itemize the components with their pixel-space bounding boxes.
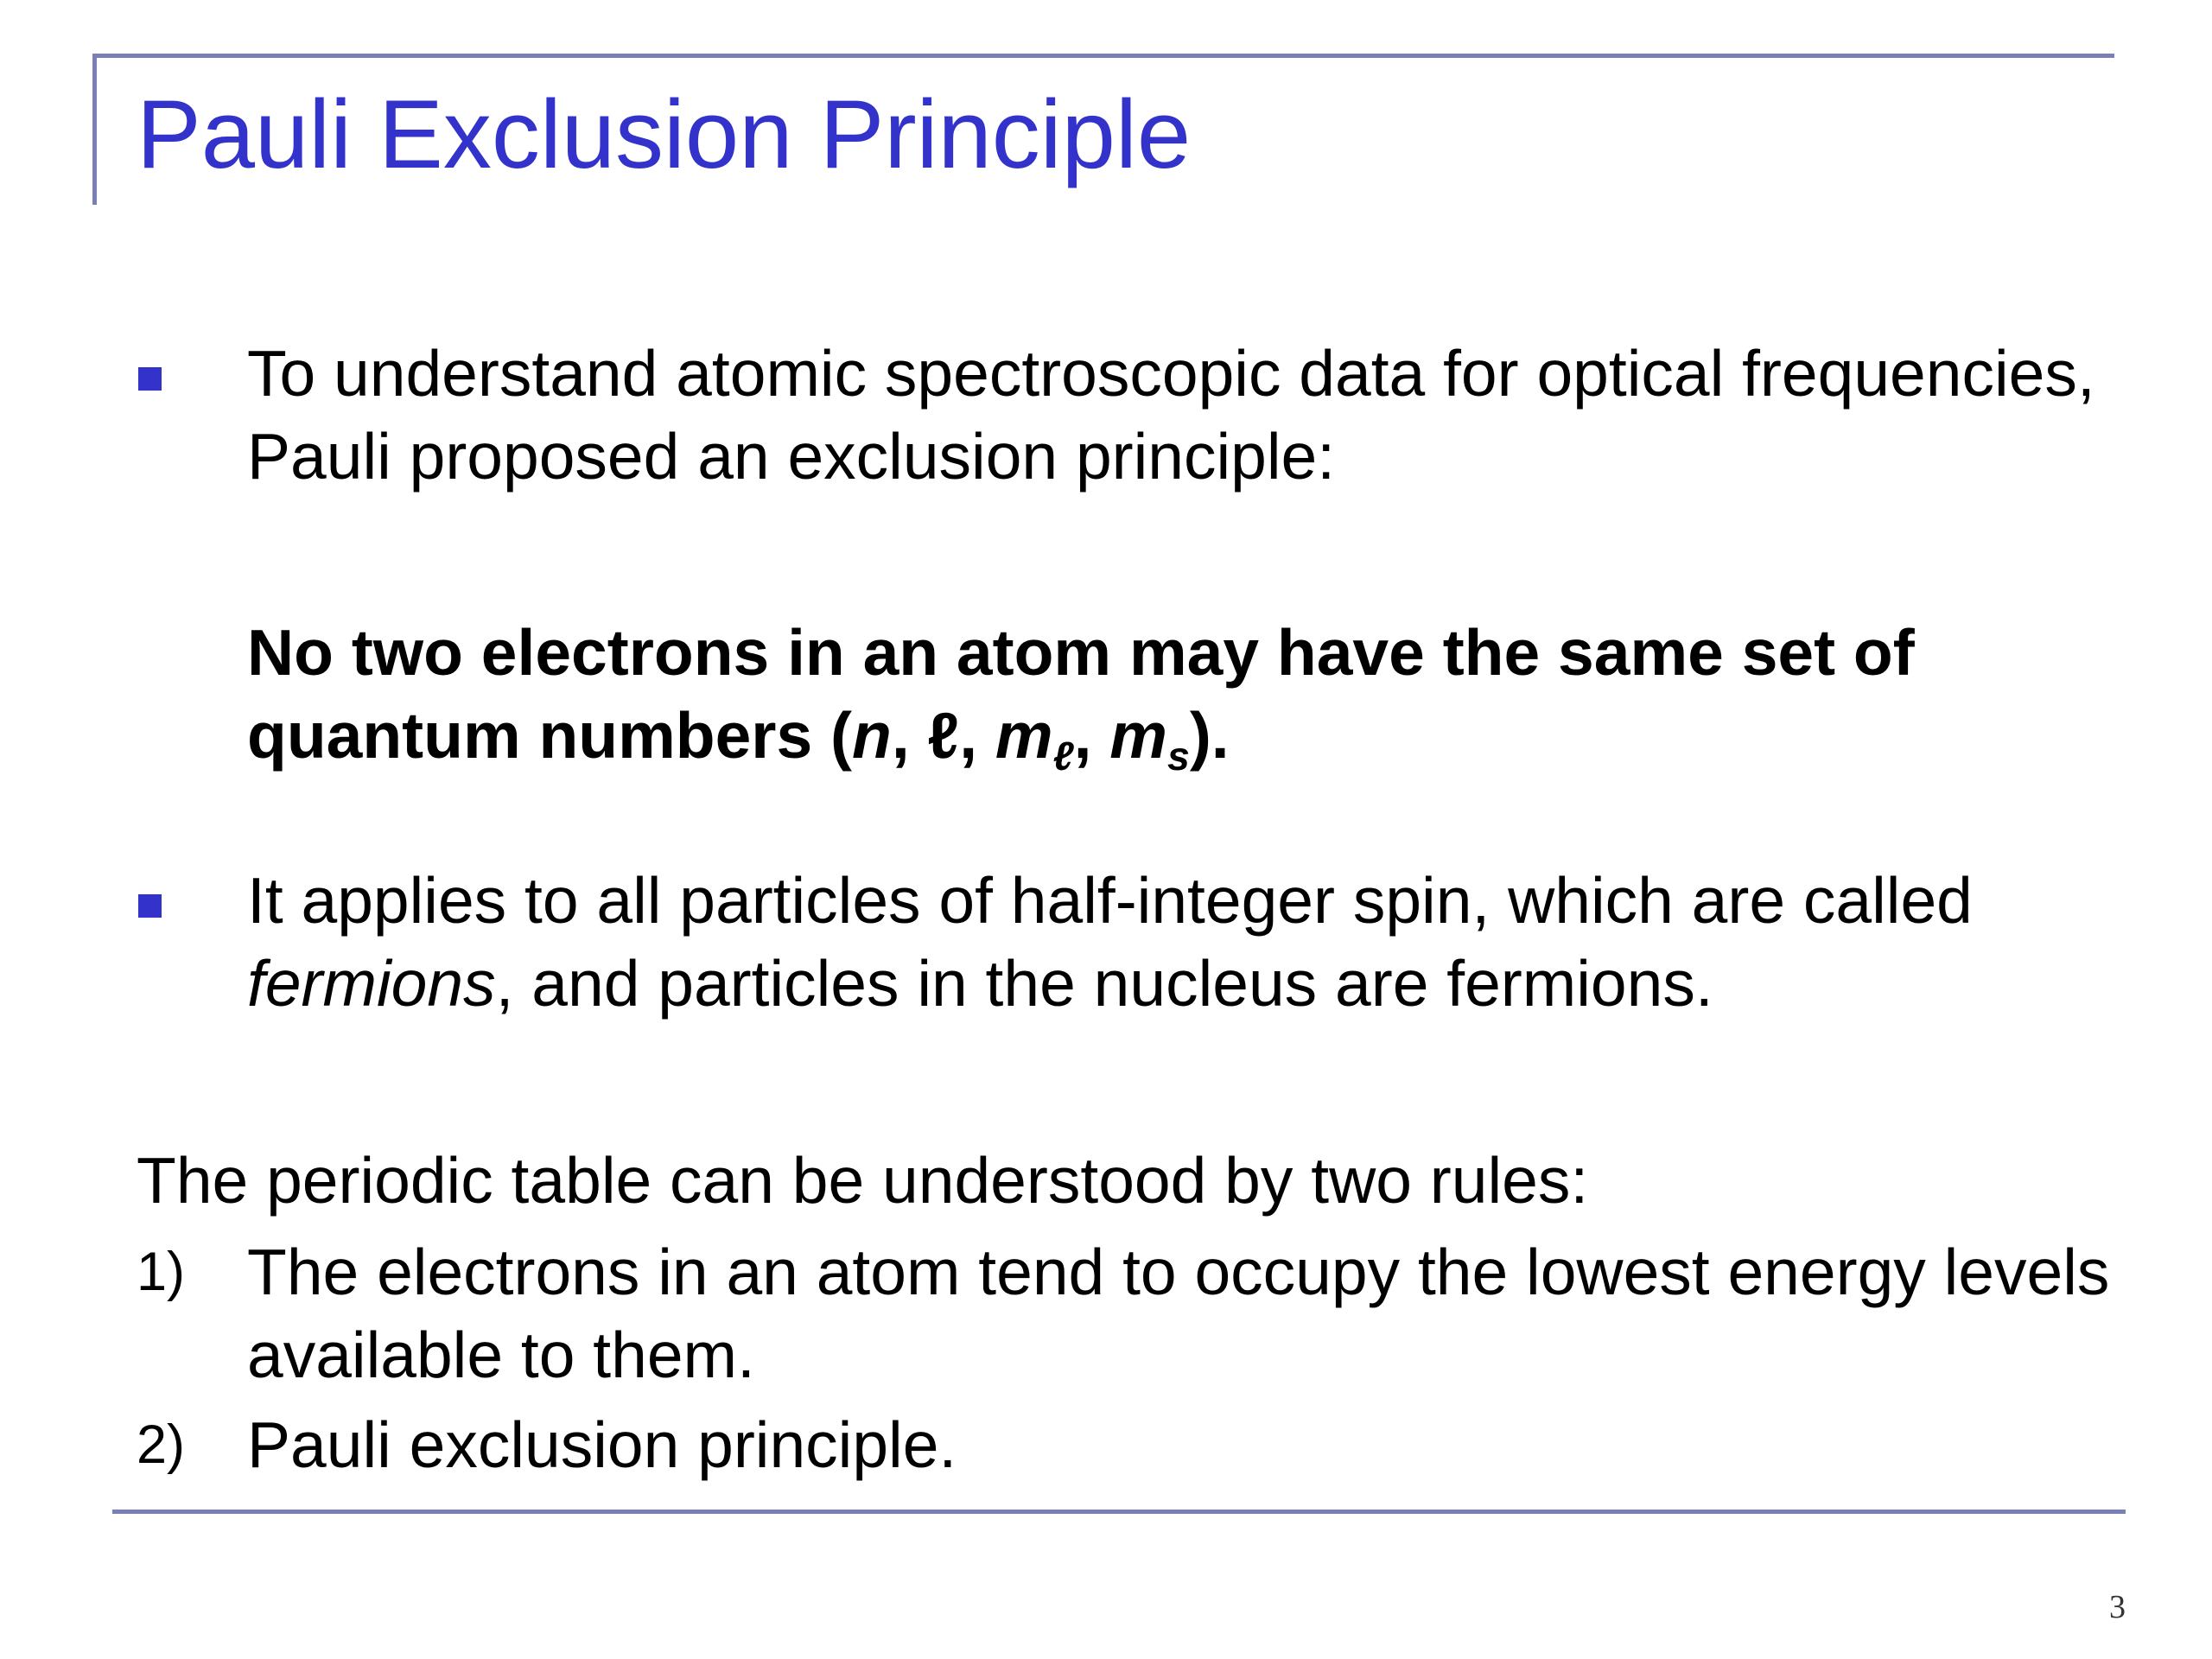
fermions-term: fermions	[247, 947, 496, 1020]
exclusion-principle-statement	[247, 611, 2122, 777]
page-number: 3	[2109, 1589, 2126, 1625]
ms-subscript: s	[1166, 733, 1190, 779]
ml-base: m	[995, 699, 1053, 772]
frame-left-rule	[92, 54, 97, 205]
principle-closing: ).	[1189, 699, 1230, 772]
rule-number: 2)	[137, 1414, 186, 1475]
bullet-2-text-start: It applies to all particles of half-integer spin, which are called	[247, 864, 1973, 937]
ms-base: m	[1109, 699, 1167, 772]
quantum-number-l: ℓ	[927, 699, 960, 772]
separator: ,	[891, 699, 928, 772]
separator: ,	[959, 699, 995, 772]
square-bullet-icon	[138, 367, 162, 391]
quantum-number-n: n	[852, 699, 892, 772]
square-bullet-icon	[138, 894, 162, 918]
rules-intro: The periodic table can be understood by two rules:	[137, 1144, 1589, 1217]
quantum-number-ml	[995, 699, 1074, 779]
slide-title: Pauli Exclusion Principle	[137, 80, 1192, 188]
principle-text: No two electrons in an atom may have the same set of quantum numbers (	[247, 616, 1915, 772]
bottom-rule	[112, 1510, 2126, 1514]
frame-top-rule	[92, 54, 2114, 58]
bullet-1-text: To understand atomic spectroscopic data for optical frequencies, Pauli proposed an exclusion principle:	[247, 337, 2095, 493]
rule-2-text: Pauli exclusion principle.	[247, 1408, 957, 1481]
ml-subscript: ℓ	[1052, 733, 1074, 779]
rule-1-text: The electrons in an atom tend to occupy the lowest energy levels available to them.	[247, 1236, 2110, 1391]
rule-number: 1)	[137, 1242, 186, 1302]
bullet-2-text	[247, 859, 2122, 1025]
bullet-2-text-end: , and particles in the nucleus are fermions.	[495, 947, 1713, 1020]
separator: ,	[1073, 699, 1110, 772]
quantum-number-ms	[1109, 699, 1190, 779]
